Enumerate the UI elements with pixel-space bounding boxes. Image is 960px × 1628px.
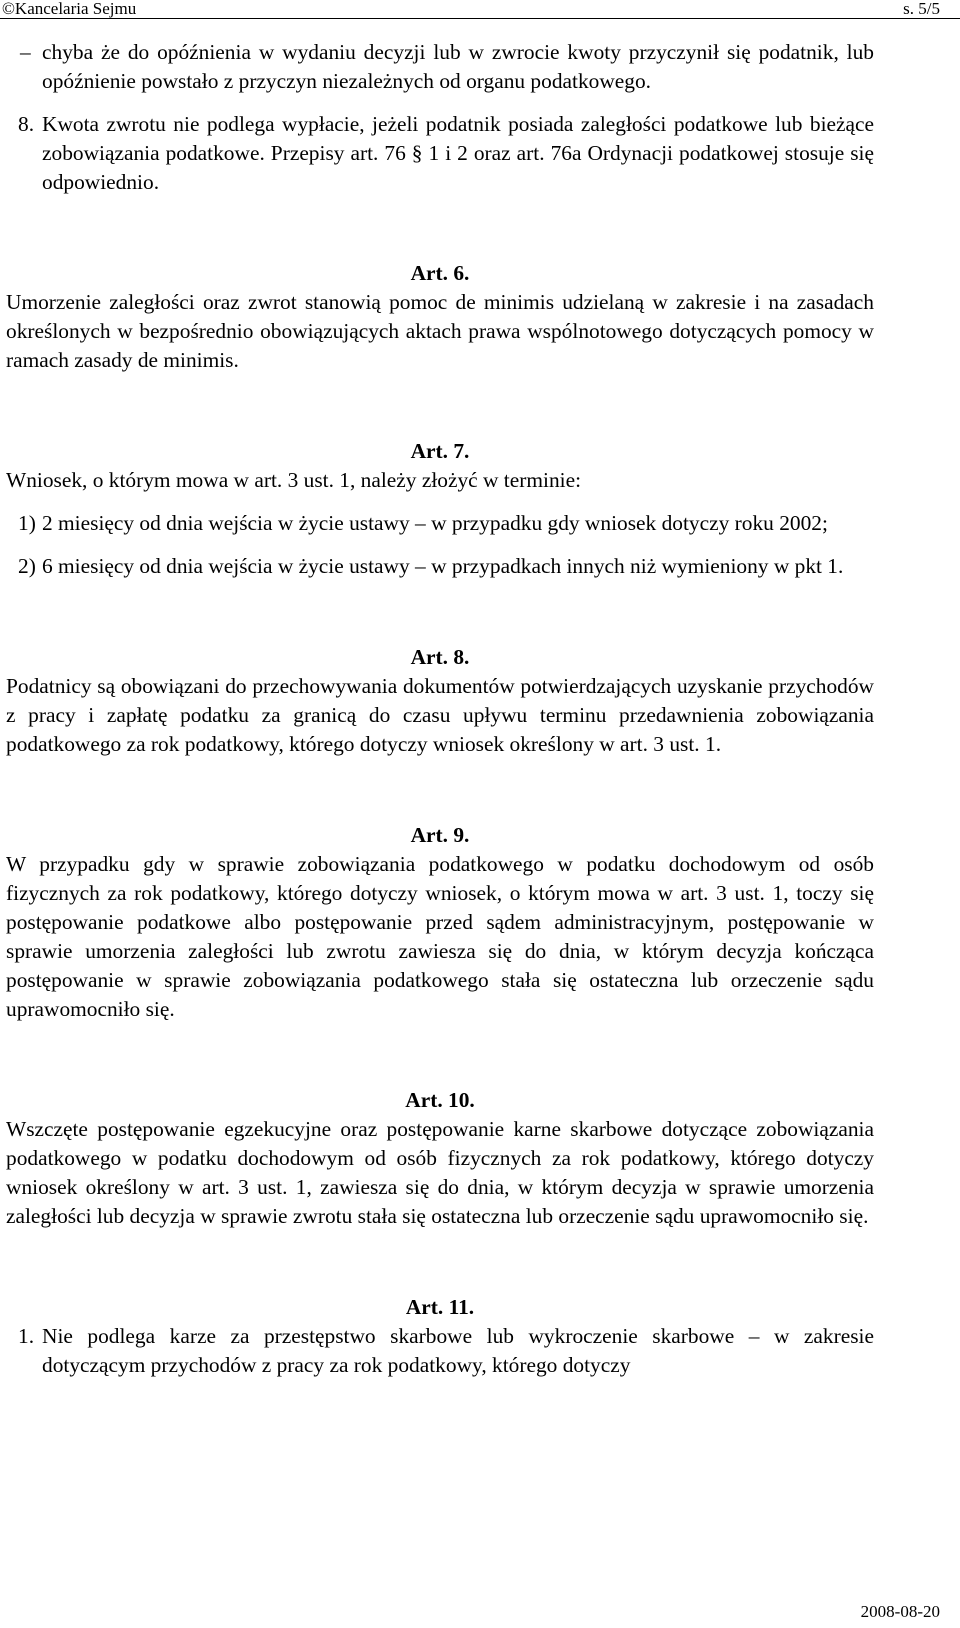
paragraph-8-mark: 8. xyxy=(18,112,35,136)
article-11-title: Art. 11. xyxy=(405,1295,475,1319)
article-7-item-2-text: 6 miesięcy od dnia wejścia w życie ustawy – w przypadkach innych niż wymieniony w pkt 1. xyxy=(42,554,844,578)
header-copyright: ©Kancelaria Sejmu xyxy=(2,0,137,18)
article-6-title: Art. 6. xyxy=(410,261,470,285)
article-7-item-1-text: 2 miesięcy od dnia wejścia w życie ustawy – w przypadku gdy wniosek dotyczy roku 2002; xyxy=(42,511,828,535)
article-10-title: Art. 10. xyxy=(405,1088,475,1112)
article-7-item-2 xyxy=(6,552,874,581)
article-7-intro: Wniosek, o którym mowa w art. 3 ust. 1, należy złożyć w terminie: xyxy=(6,468,582,492)
page-header xyxy=(0,0,960,22)
dash-mark: – xyxy=(20,40,31,64)
dash-text: chyba że do opóźnienia w wydaniu decyzji lub w zwrocie kwoty przyczynił się podatnik, lub opóźnienie powstało z przyczyn niezależnych od organu podatkowego. xyxy=(42,40,874,93)
dash-paragraph xyxy=(6,38,874,96)
article-6-text: Umorzenie zaległości oraz zwrot stanowią pomoc de minimis udzielaną w zakresie i na zasadach określonych w bezpośrednio obowiązujących aktach prawa wspólnotowego dotyczących pomocy w ramach zasady de minimis. xyxy=(6,290,874,372)
header-page-number: s. 5/5 xyxy=(903,0,940,18)
header-rule xyxy=(0,18,960,19)
article-7-item-1 xyxy=(6,509,874,538)
paragraph-8-text: Kwota zwrotu nie podlega wypłacie, jeżeli podatnik posiada zaległości podatkowe lub bieżące zobowiązania podatkowe. Przepisy art. 76 § 1 i 2 oraz art. 76a Ordynacji podatkowej stosuje się odpowiednio. xyxy=(42,112,874,194)
document-body xyxy=(6,38,874,1380)
article-10-text: Wszczęte postępowanie egzekucyjne oraz postępowanie karne skarbowe dotyczące zobowiązania podatkowego w podatku dochodowym od osób fizycznych za rok podatkowy, którego dotyczy wniosek określony w art. 3 ust. 1, zawiesza się do dnia, w którym decyzja w sprawie umorzenia zaległości lub decyzja w sprawie zwrotu stała się ostateczna lub orzeczenie sądu uprawomocniło się. xyxy=(6,1117,874,1228)
article-9-title: Art. 9. xyxy=(410,823,470,847)
article-7-item-1-mark: 1) xyxy=(18,511,36,535)
article-9-text: W przypadku gdy w sprawie zobowiązania podatkowego w podatku dochodowym od osób fizycznych za rok podatkowy, którego dotyczy wniosek, o którym mowa w art. 3 ust. 1, toczy się postępowanie podatkowe albo postępowanie przed sądem administracyjnym, postępowanie w sprawie umorzenia zaległości lub zwrotu zawiesza się do dnia, w którym decyzja kończąca postępowanie w sprawie zobowiązania podatkowego stała się ostateczna lub orzeczenie sądu uprawomocniło się. xyxy=(6,852,874,1021)
article-7-item-2-mark: 2) xyxy=(18,554,36,578)
article-7-title: Art. 7. xyxy=(410,439,470,463)
paragraph-8 xyxy=(6,110,874,197)
article-11-item-1-mark: 1. xyxy=(18,1324,35,1348)
article-11-item-1 xyxy=(6,1322,874,1380)
footer-date: 2008-08-20 xyxy=(860,1602,940,1621)
article-8-text: Podatnicy są obowiązani do przechowywania dokumentów potwierdzających uzyskanie przychodów z pracy i zapłatę podatku za granicą do czasu upływu terminu przedawnienia zobowiązania podatkowego za rok podatkowy, którego dotyczy wniosek określony w art. 3 ust. 1. xyxy=(6,674,874,756)
article-11-item-1-text: Nie podlega karze za przestępstwo skarbowe lub wykroczenie skarbowe – w zakresie dotyczącym przychodów z pracy za rok podatkowy, którego dotyczy xyxy=(42,1324,874,1377)
article-8-title: Art. 8. xyxy=(410,645,470,669)
